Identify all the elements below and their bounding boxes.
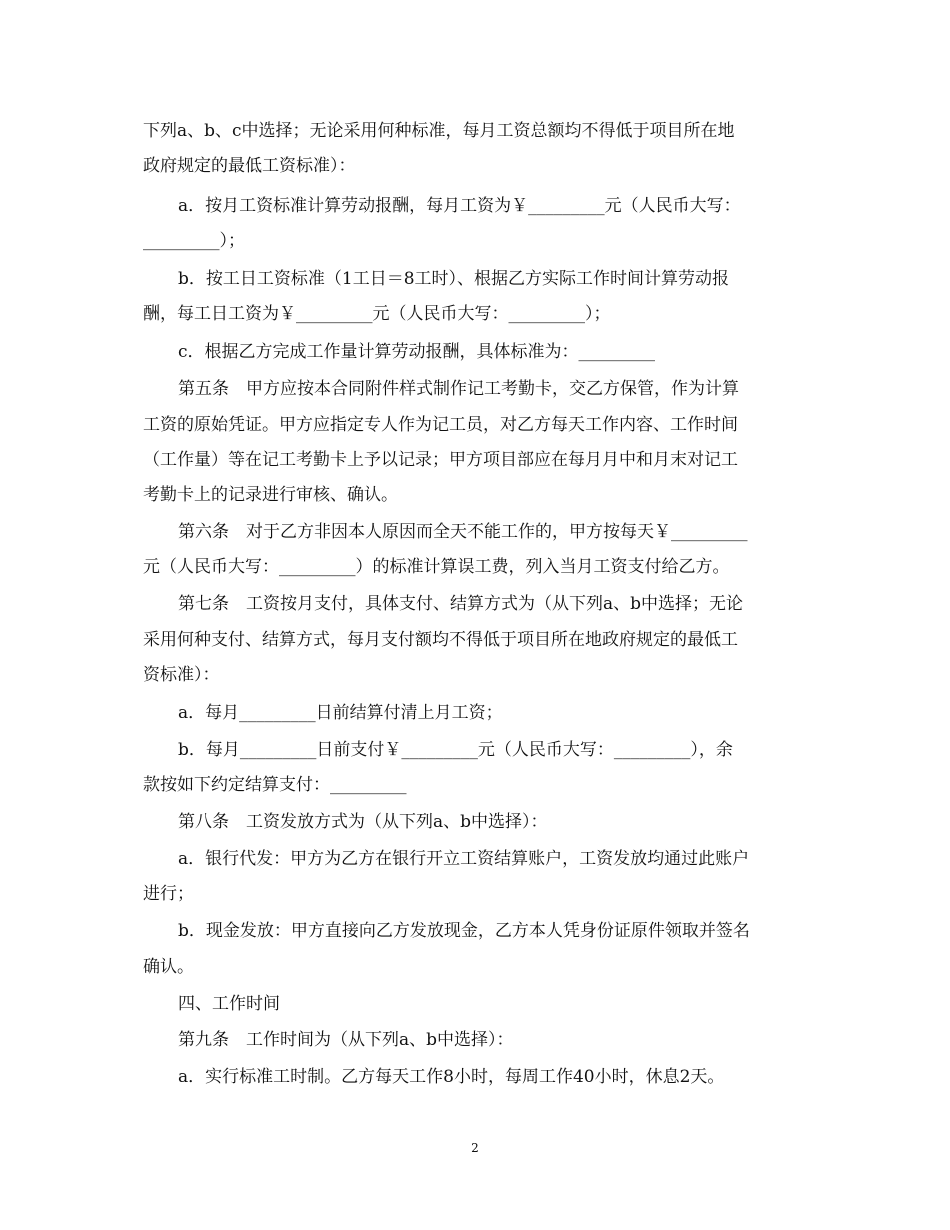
text-line: a．按月工资标准计算劳动报酬，每月工资为￥_________元（人民币大写： xyxy=(178,196,741,216)
text-line: 酬，每工日工资为￥_________元（人民币大写：_________）； xyxy=(143,304,611,324)
text-line: a．实行标准工时制。乙方每天工作8小时，每周工作40小时，休息2天。 xyxy=(178,1067,725,1087)
text-line: 政府规定的最低工资标准）： xyxy=(143,156,356,176)
text-line: b．按工日工资标准（1工日＝8工时）、根据乙方实际工作时间计算劳动报 xyxy=(178,269,730,289)
text-line: 确认。 xyxy=(143,957,194,977)
text-line: a．银行代发：甲方为乙方在银行开立工资结算账户，工资发放均通过此账户 xyxy=(178,849,750,869)
text-line: c．根据乙方完成工作量计算劳动报酬，具体标准为：_________ xyxy=(178,342,656,362)
text-line: b．每月_________日前支付￥_________元（人民币大写：_________），余 xyxy=(178,740,733,760)
page-number: 2 xyxy=(471,1141,479,1155)
text-line: 第九条 工作时间为（从下列a、b中选择）： xyxy=(178,1030,514,1050)
text-line: _________）； xyxy=(143,231,245,251)
text-line: 进行； xyxy=(143,884,194,904)
text-line: 考勤卡上的记录进行审核、确认。 xyxy=(143,485,398,505)
text-line: 第七条 工资按月支付，具体支付、结算方式为（从下列a、b中选择；无论 xyxy=(178,594,744,614)
text-line: 款按如下约定结算支付：_________ xyxy=(143,775,407,795)
text-line: 工资的原始凭证。甲方应指定专人作为记工员，对乙方每天工作内容、工作时间 xyxy=(143,415,738,435)
text-line: 下列a、b、c中选择；无论采用何种标准，每月工资总额均不得低于项目所在地 xyxy=(143,121,735,141)
text-line: 第六条 对于乙方非因本人原因而全天不能工作的，甲方按每天￥_________ xyxy=(178,522,748,542)
text-line: 资标准）： xyxy=(143,665,220,685)
section-heading: 四、工作时间 xyxy=(178,994,280,1014)
text-line: b．现金发放：甲方直接向乙方发放现金，乙方本人凭身份证原件领取并签名 xyxy=(178,921,750,941)
text-line: 元（人民币大写：_________）的标准计算误工费，列入当月工资支付给乙方。 xyxy=(143,557,730,577)
text-line: a．每月_________日前结算付清上月工资； xyxy=(178,703,503,723)
text-line: （工作量）等在记工考勤卡上予以记录；甲方项目部应在每月月中和月末对记工 xyxy=(143,450,738,470)
text-line: 第八条 工资发放方式为（从下列a、b中选择）： xyxy=(178,812,548,832)
text-line: 采用何种支付、结算方式，每月支付额均不得低于项目所在地政府规定的最低工 xyxy=(143,630,738,650)
text-line: 第五条 甲方应按本合同附件样式制作记工考勤卡，交乙方保管，作为计算 xyxy=(178,379,739,399)
